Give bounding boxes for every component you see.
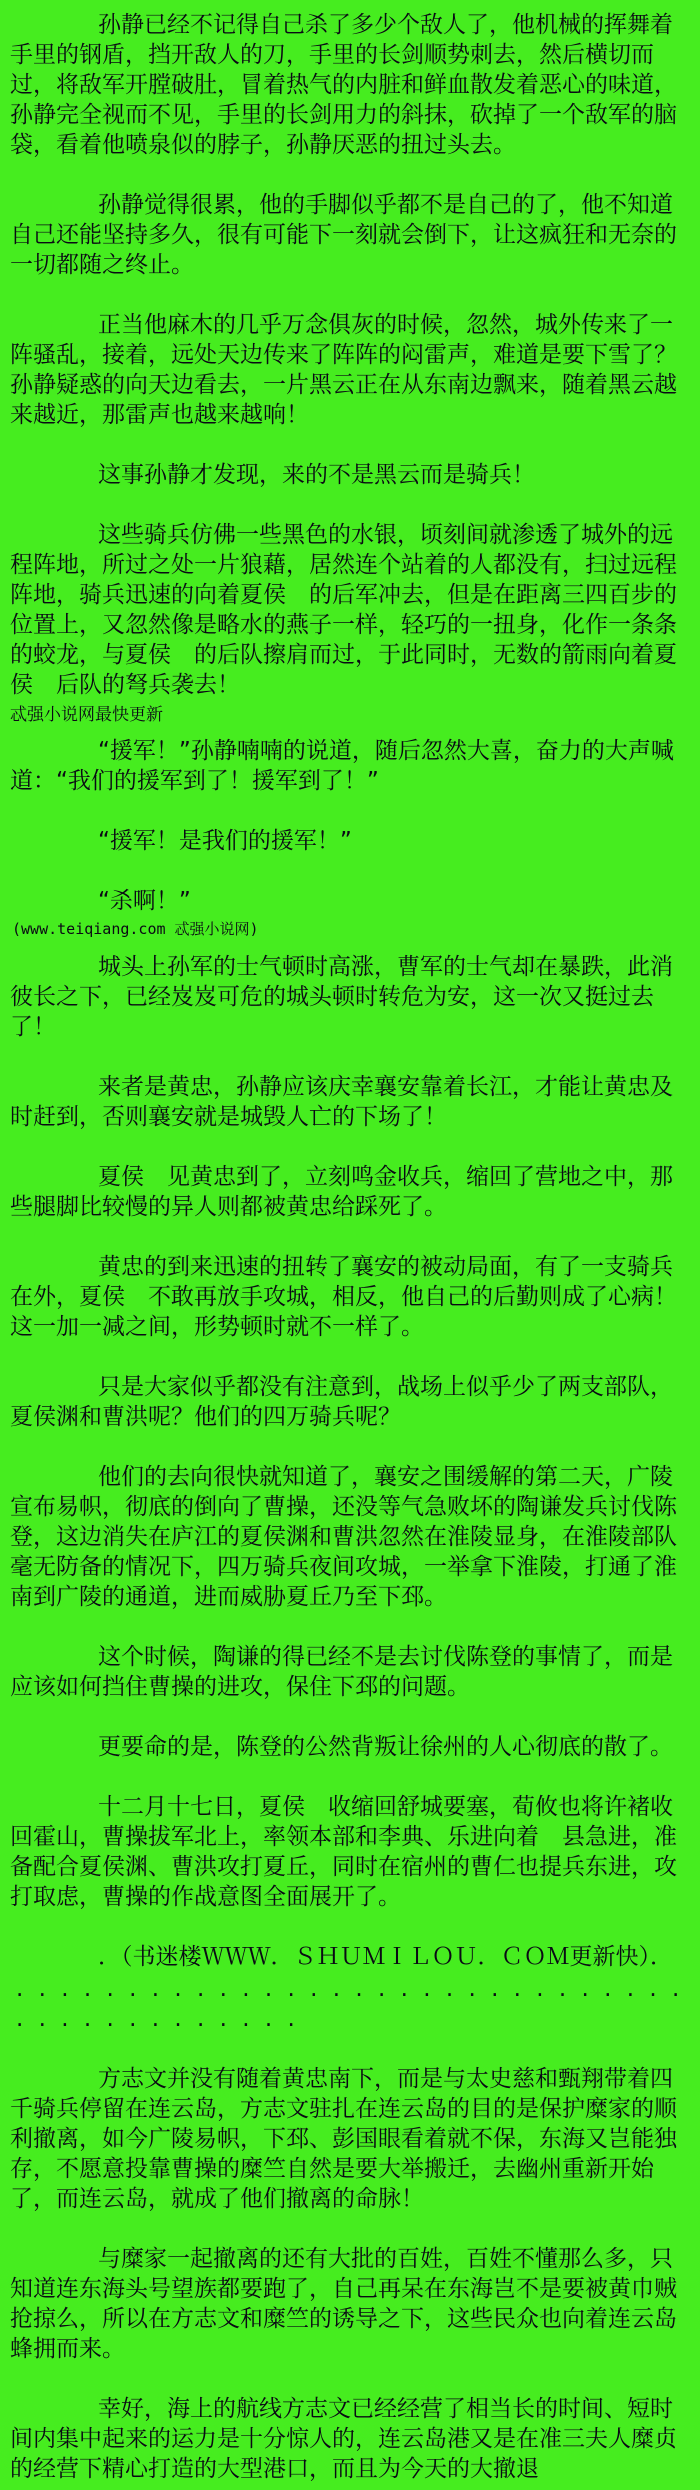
paragraph: 与糜家一起撤离的还有大批的百姓，百姓不懂那么多，只知道连东海头号望族都要跑了，自己再呆在东海岂不是要被黄巾贼抢掠么，所以在方志文和糜竺的诱导之下，这些民众也向着连云岛蜂拥而来。 (10, 2246, 677, 2362)
paragraph: 孙静已经不记得自己杀了多少个敌人了，他机械的挥舞着手里的钢盾，挡开敌人的刀，手里的长剑顺势刺去，然后横切而过，将敌军开膛破肚，冒着热气的内脏和鲜血散发着恶心的味道，孙静完全视而不见，手里的长剑用力的斜抹，砍掉了一个敌军的脑袋，看着他喷泉似的脖子，孙静厌恶的扭过头去。 (10, 12, 677, 158)
paragraph: 黄忠的到来迅速的扭转了襄安的被动局面，有了一支骑兵在外，夏侯 不敢再放手攻城，相反，他自己的后勤则成了心病！这一加一减之间，形势顿时就不一样了。 (10, 1254, 677, 1340)
paragraph: 这些骑兵仿佛一些黑色的水银，顷刻间就渗透了城外的远程阵地，所过之处一片狼藉，居然连个站着的人都没有，扫过远程阵地，骑兵迅速的向着夏侯 的后军冲去，但是在距离三四百步的位置上，又忽然像是略水的燕子一样，轻巧的一扭身，化作一条条的蛟龙，与夏侯 的后队擦肩而过，于此同时，无数的箭雨向着夏侯 后队的弩兵袭去！ (10, 522, 677, 698)
paragraph: 孙静觉得很累，他的手脚似乎都不是自己的了，他不知道自己还能坚持多久，很有可能下一刻就会倒下，让这疯狂和无奈的一切都随之终止。 (10, 192, 677, 278)
paragraph: 城头上孙军的士气顿时高涨，曹军的士气却在暴跌，此消彼长之下，已经岌岌可危的城头顿时转危为安，这一次又挺过去了！ (10, 954, 673, 1040)
paragraph: “援军！”孙静喃喃的说道，随后忽然大喜，奋力的大声喊道：“我们的援军到了！援军到了！” (10, 738, 674, 794)
paragraph: 正当他麻木的几乎万念俱灰的时候，忽然，城外传来了一阵骚乱，接着，远处天边传来了阵阵的闷雷声，难道是要下雪了？孙静疑惑的向天边看去，一片黑云正在从东南边飘来，随着黑云越来越近，那雷声也越来越响！ (10, 312, 677, 428)
watermark-fastest-update: 忒强小说网最快更新 (10, 705, 163, 725)
promo-shumilou-line: ．（书迷楼ＷＷＷ．ＳＨＵＭＩＬＯＵ．ＣＯＭ更新快）． (98, 1944, 673, 1970)
paragraph: 更要命的是，陈登的公然背叛让徐州的人心彻底的散了。 (98, 1734, 673, 1760)
paragraph: “援军！是我们的援军！” (98, 828, 352, 854)
paragraph: “杀啊！” (98, 888, 191, 914)
dots-separator-row: . . . . . . . . . . . . . . . . . . . . . . . . . . . . . . (16, 1976, 684, 2002)
paragraph: 十二月十七日，夏侯 收缩回舒城要塞，荀攸也将许褚收回霍山，曹操拔军北上，率领本部和李典、乐进向着 县急进，准备配合夏侯渊、曹洪攻打夏丘，同时在宿州的曹仁也提兵东进，攻打取虑，曹操的作战意图全面展开了。 (10, 1794, 677, 1910)
paragraph: 只是大家似乎都没有注意到，战场上似乎少了两支部队，夏侯渊和曹洪呢？他们的四万骑兵呢？ (10, 1374, 673, 1430)
paragraph: 方志文并没有随着黄忠南下，而是与太史慈和甄翔带着四千骑兵停留在连云岛，方志文驻扎在连云岛的目的是保护糜家的顺利撤离，如今广陵易帜，下邳、彭国眼看着就不保，东海又岂能独存，不愿意投靠曹操的糜竺自然是要大举搬迁，去幽州重新开始了，而连云岛，就成了他们撤离的命脉！ (10, 2066, 677, 2212)
paragraph: 这个时候，陶谦的得已经不是去讨伐陈登的事情了，而是应该如何挡住曹操的进攻，保住下邳的问题。 (10, 1644, 673, 1700)
paragraph: 夏侯 见黄忠到了，立刻鸣金收兵，缩回了营地之中，那些腿脚比较慢的异人则都被黄忠给踩死了。 (10, 1164, 673, 1220)
paragraph: 幸好，海上的航线方志文已经经营了相当长的时间、短时间内集中起来的运力是十分惊人的，连云岛港又是在准三夫人糜贞的经营下精心打造的大型港口，而且为今天的大撤退 (10, 2396, 677, 2482)
dots-separator-row: . . . . . . . . . . . . . (16, 2006, 299, 2032)
watermark-site-url: (www.teiqiang.com 忒强小说网) (12, 920, 259, 938)
paragraph: 他们的去向很快就知道了，襄安之围缓解的第二天，广陵宣布易帜，彻底的倒向了曹操，还没等气急败坏的陶谦发兵讨伐陈登，这边消失在庐江的夏侯渊和曹洪忽然在淮陵显身，在淮陵部队毫无防备的情况下，四万骑兵夜间攻城，一举拿下淮陵，打通了淮南到广陵的通道，进而威胁夏丘乃至下邳。 (10, 1464, 677, 1610)
paragraph: 这事孙静才发现，来的不是黑云而是骑兵！ (98, 462, 535, 488)
paragraph: 来者是黄忠，孙静应该庆幸襄安靠着长江，才能让黄忠及时赶到，否则襄安就是城毁人亡的下场了！ (10, 1074, 673, 1130)
